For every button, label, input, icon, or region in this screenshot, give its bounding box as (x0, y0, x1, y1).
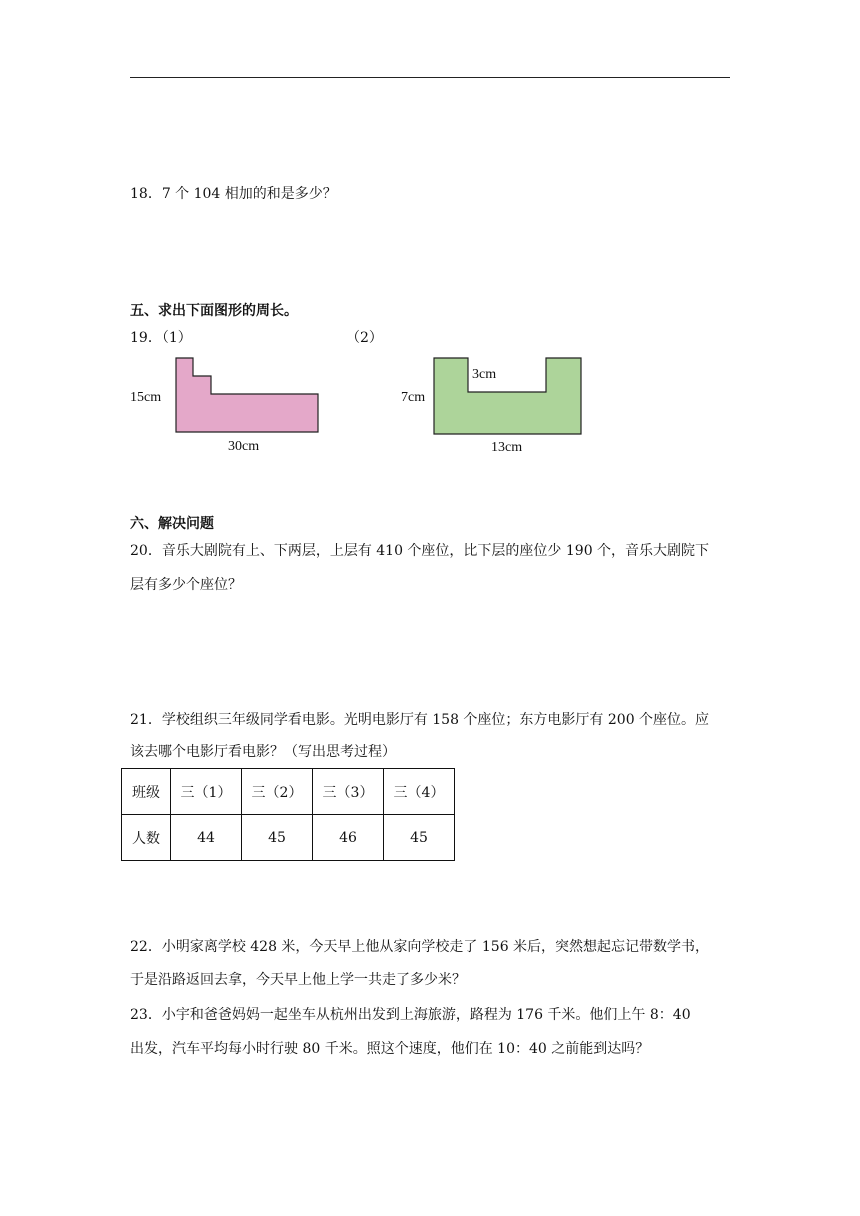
figure-2-notch-label: 3cm (472, 367, 497, 382)
table-cell: 三（2） (242, 769, 313, 815)
table-cell: 三（4） (384, 769, 455, 815)
section-5-heading: 五、求出下面图形的周长。 (130, 303, 298, 319)
table-cell: 45 (242, 815, 313, 861)
question-22-line-2: 于是沿路返回去拿，今天早上他上学一共走了多少米？ (130, 972, 466, 988)
figure-2-height-label: 7cm (401, 390, 426, 405)
table-row (122, 815, 455, 861)
table-header-label: 班级 (122, 769, 171, 815)
table-row (122, 769, 455, 815)
question-23-line-2: 出发，汽车平均每小时行驶 80 千米。照这个速度，他们在 10：40 之前能到达吗？ (130, 1041, 650, 1057)
section-6-heading: 六、解决问题 (130, 516, 214, 532)
table-cell: 三（1） (171, 769, 242, 815)
table-cell: 44 (171, 815, 242, 861)
table-row-label: 人数 (122, 815, 171, 861)
question-22-line-1: 22．小明家离学校 428 米，今天早上他从家向学校走了 156 米后，突然想起忘记带数学书， (130, 939, 710, 955)
question-21-line-2: 该去哪个电影厅看电影？（写出思考过程） (130, 744, 396, 760)
table-cell: 45 (384, 815, 455, 861)
figure-2-width-label: 13cm (491, 440, 523, 455)
table-cell: 三（3） (313, 769, 384, 815)
question-20-line-1: 20．音乐大剧院有上、下两层，上层有 410 个座位，比下层的座位少 190 个，音乐大剧院下 (130, 543, 710, 559)
class-size-table (121, 768, 455, 861)
table-cell: 46 (313, 815, 384, 861)
question-19-label: 19．（1） (130, 330, 192, 346)
question-18: 18．7 个 104 相加的和是多少？ (130, 186, 337, 202)
question-19-part-2-label: （2） (346, 330, 383, 346)
question-21-line-1: 21．学校组织三年级同学看电影。光明电影厅有 158 个座位；东方电影厅有 200 个座位。应 (130, 712, 710, 728)
figure-1-width-label: 30cm (228, 439, 260, 454)
figure-1-height-label: 15cm (130, 390, 162, 405)
question-23-line-1: 23．小宇和爸爸妈妈一起坐车从杭州出发到上海旅游，路程为 176 千米。他们上午 8：40 (130, 1007, 691, 1023)
question-20-line-2: 层有多少个座位？ (130, 577, 242, 593)
